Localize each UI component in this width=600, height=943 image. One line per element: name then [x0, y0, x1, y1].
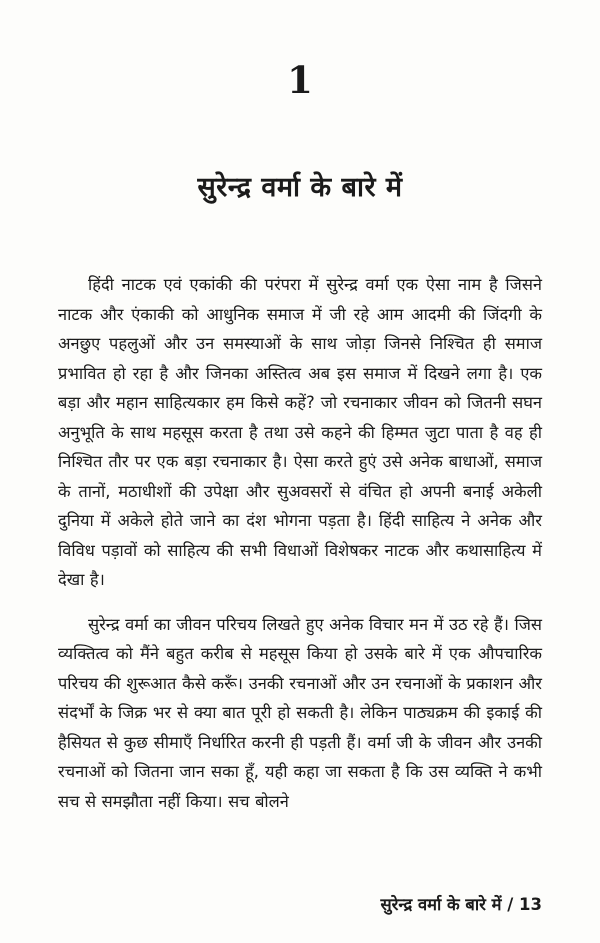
- page-number: 13: [519, 895, 542, 914]
- body-text: [58, 270, 542, 816]
- chapter-title: सुरेन्द्र वर्मा के बारे में: [197, 172, 403, 203]
- footer-separator: /: [507, 895, 514, 914]
- paragraph: हिंदी नाटक एवं एकांकी की परंपरा में सुरेन्द्र वर्मा एक ऐसा नाम है जिसने नाटक और एंकाकी को आधुनिक समाज में जी रहे आम आदमी की जिंदगी के अनछुए पहलुओं और उन समस्याओं के साथ जोड़ा जिनसे निश्चित ही समाज प्रभावित हो रहा है और जिनका अस्तित्व अब इस समाज में दिखने लगा है। एक बड़ा और महान साहित्यकार हम किसे कहें? जो रचनाकार जीवन को जितनी सघन अनुभूति के साथ महसूस करता है तथा उसे कहने की हिम्मत जुटा पाता है वह ही निश्चित तौर पर एक बड़ा रचनाकार है। ऐसा करते हुएं उसे अनेक बाधाओं, समाज के तानों, मठाधीशों की उपेक्षा और सुअवसरों से वंचित हो अपनी बनाई अकेली दुनिया में अकेले होते जाने का दंश भोगना पड़ता है। हिंदी साहित्य ने अनेक और विविध पड़ावों को साहित्य की सभी विधाओं विशेषकर नाटक और कथासाहित्य में देखा है।: [58, 275, 542, 589]
- footer-title: सुरेन्द्र वर्मा के बारे में: [380, 895, 502, 914]
- chapter-number: 1: [287, 58, 313, 102]
- paragraph: सुरेन्द्र वर्मा का जीवन परिचय लिखते हुए अनेक विचार मन में उठ रहे हैं। जिस व्यक्तित्व को मैंने बहुत करीब से महसूस किया हो उसके बारे में एक औपचारिक परिचय की शुरूआत कैसे करूँ। उनकी रचनाओं और उन रचनाओं के प्रकाशन और संदर्भों के जिक्र भर से क्या बात पूरी हो सकती है। लेकिन पाठ्यक्रम की इकाई की हैसियत से कुछ सीमाएँ निर्धारित करनी ही पड़ती हैं। वर्मा जी के जीवन और उनकी रचनाओं को जितना जान सका हूँ, यही कहा जा सकता है कि उस व्यक्ति ने कभी सच से समझौता नहीं किया। सच बोलने: [58, 614, 543, 811]
- page-footer: [58, 892, 542, 915]
